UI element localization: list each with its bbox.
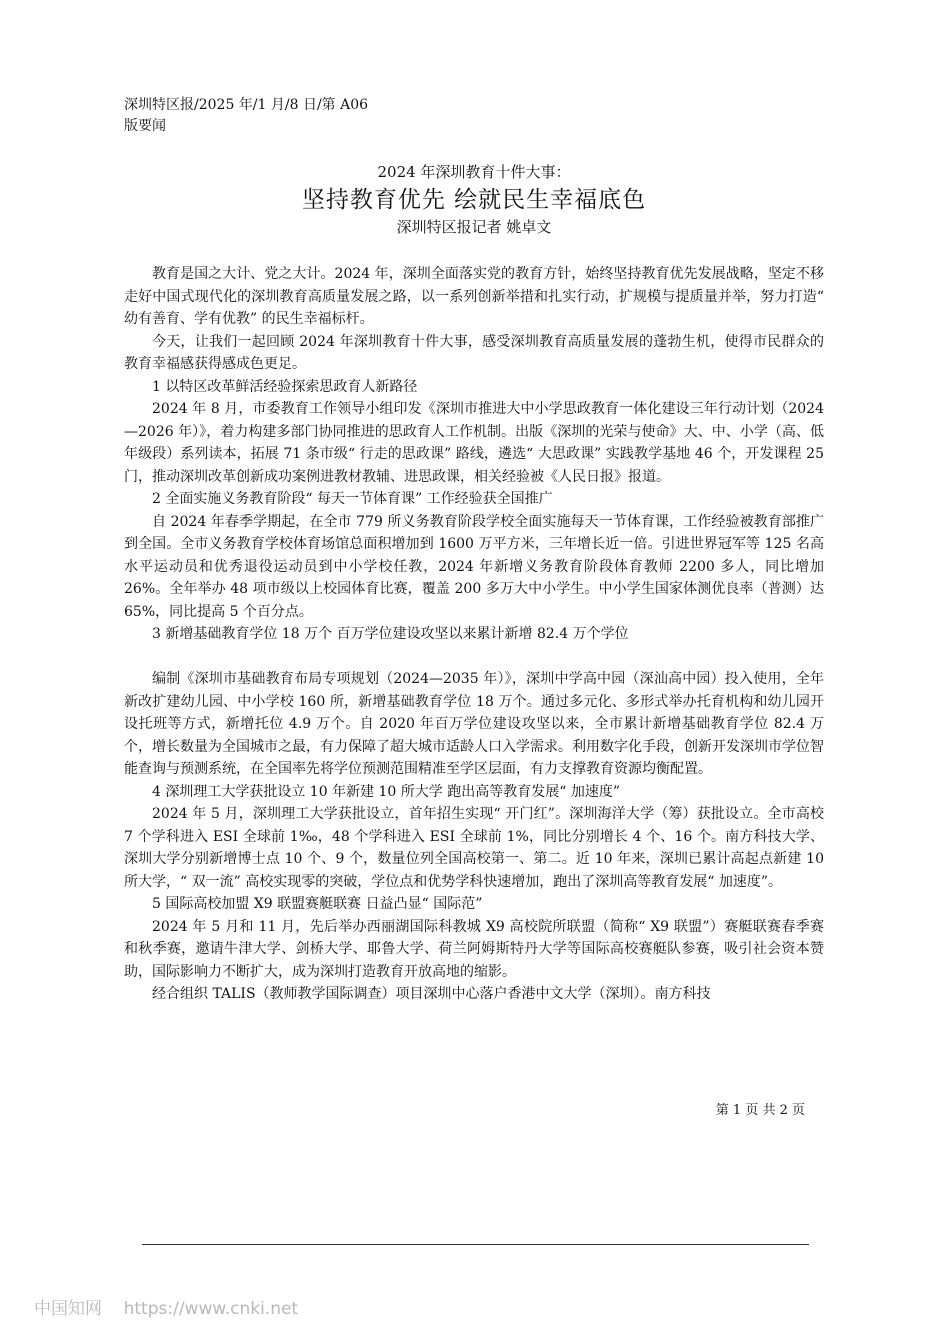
footer-divider	[142, 1244, 809, 1245]
paragraph: 2024 年 5 月，深圳理工大学获批设立，首年招生实现“ 开门红”。深圳海洋大学（筹）获批设立。全市高校 7 个学科进入 ESI 全球前 1‰，48 个学科进入 ESI 全球前 1%，同比分别增长 4 个、16 个。南方科技大学、深圳大学分别新增博士点 10 个、9 个，数量位列全国高校第一、第二。近 10 年来，深圳已累计高起点新建 10 所大学，“ 双一流” 高校实现零的突破，学位点和优势学科快速增加，跑出了深圳高等教育发展“ 加速度”。	[124, 806, 824, 890]
paragraph: 今天，让我们一起回顾 2024 年深圳教育十件大事，感受深圳教育高质量发展的蓬勃生机，使得市民群众的教育幸福感获得感成色更足。	[124, 333, 824, 372]
paragraph: 2024 年 5 月和 11 月，先后举办西丽湖国际科教城 X9 高校院所联盟（简称“ X9 联盟”）赛艇联赛春季赛和秋季赛，邀请牛津大学、剑桥大学、耶鲁大学、荷兰阿姆斯特丹大学等国际高校赛艇队参赛，吸引社会资本赞助，国际影响力不断扩大，成为深圳打造教育开放高地的缩影。	[124, 918, 824, 980]
article-title: 坚持教育优先 绘就民生幸福底色	[301, 187, 647, 213]
section-heading: 4 深圳理工大学获批设立 10 年新建 10 所大学 跑出高等教育发展“ 加速度”	[152, 783, 621, 800]
paragraph: 经合组织 TALIS（教师教学国际调查）项目深圳中心落户香港中文大学（深圳）。南方科技	[152, 986, 711, 1002]
cnki-watermark: 中国知网 https://www.cnki.net	[34, 1299, 299, 1319]
blank-line	[124, 646, 824, 669]
article-header	[124, 160, 824, 238]
source-citation	[124, 95, 624, 137]
source-line-1: 深圳特区报/2025 年/1 月/8 日/第 A06	[124, 97, 369, 113]
section-heading: 3 新增基础教育学位 18 万个 百万学位建设攻坚以来累计新增 82.4 万个学位	[152, 626, 629, 642]
section-heading: 1 以特区改革鲜活经验探索思政育人新路径	[152, 378, 418, 395]
paragraph: 自 2024 年春季学期起，在全市 779 所义务教育阶段学校全面实施每天一节体育课，工作经验被教育部推广到全国。全市义务教育学校体育场馆总面积增加到 1600 万平方米，三年增长近一倍。引进世界冠军等 125 名高水平运动员和优秀退役运动员到中小学校任教，2024 年新增义务教育阶段体育教师 2200 多人，同比增加 26%。全年举办 48 项市级以上校园体育比赛，覆盖 200 多万大中小学生。中小学生国家体测优良率（普测）达 65%，同比提高 5 个百分点。	[124, 513, 824, 620]
source-line-2: 版要闻	[124, 118, 166, 134]
paragraph: 编制《深圳市基础教育布局专项规划（2024—2035 年）》，深圳中学高中园（深汕高中园）投入使用，全年新改扩建幼儿园、中小学校 160 所，新增基础教育学位 18 万个。通过多元化、多形式举办托育机构和幼儿园开设托班等方式，新增托位 4.9 万个。自 2020 年百万学位建设攻坚以来，全市累计新增基础教育学位 82.4 万个，增长数量为全国城市之最，有力保障了超大城市适龄人口入学需求。利用数字化手段，创新开发深圳市学位智能查询与预测系统，在全国率先将学位预测范围精准至学区层面，有力支撑教育资源均衡配置。	[124, 671, 824, 777]
section-heading: 2 全面实施义务教育阶段“ 每天一节体育课” 工作经验获全国推广	[152, 491, 553, 507]
article-body	[124, 263, 824, 1006]
article-author: 深圳特区报记者 姚卓文	[396, 218, 552, 236]
article-kicker: 2024 年深圳教育十件大事：	[377, 163, 571, 181]
page-number: 第 1 页 共 2 页	[715, 1103, 805, 1118]
paragraph: 2024 年 8 月，市委教育工作领导小组印发《深圳市推进大中小学思政教育一体化建设三年行动计划（2024—2026 年）》，着力构建多部门协同推进的思政育人工作机制。出版《深圳的光荣与使命》大、中、小学（高、低年级段）系列读本，拓展 71 条市级“ 行走的思政课” 路线，遴选“ 大思政课” 实践教学基地 46 个，开发课程 25 门，推动深圳改革创新成功案例进教材教辅、进思政课，相关经验被《人民日报》报道。	[124, 401, 824, 485]
section-heading: 5 国际高校加盟 X9 联盟赛艇联赛 日益凸显“ 国际范”	[152, 896, 483, 912]
paragraph: 教育是国之大计、党之大计。2024 年，深圳全面落实党的教育方针，始终坚持教育优先发展战略，坚定不移走好中国式现代化的深圳教育高质量发展之路，以一系列创新举措和扎实行动，扩规模与提质量并举，努力打造“ 幼有善育、学有优教” 的民生幸福标杆。	[124, 266, 824, 327]
